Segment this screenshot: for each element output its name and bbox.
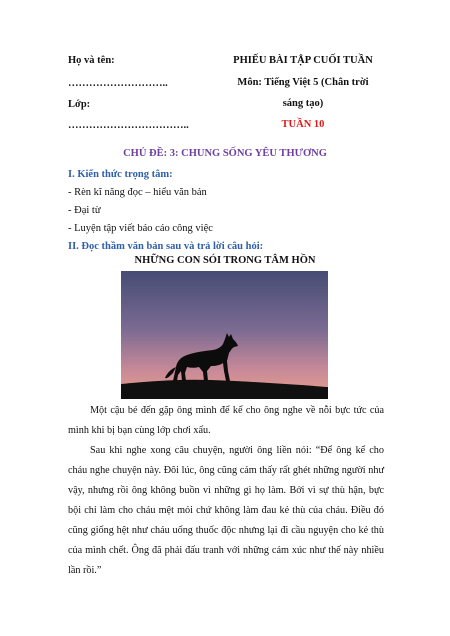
section-1-heading: I. Kiến thức trọng tâm: bbox=[68, 169, 173, 180]
story-paragraph-2 bbox=[68, 441, 384, 581]
story-title: NHỮNG CON SÓI TRONG TÂM HỒN bbox=[134, 255, 316, 266]
name-label: Họ và tên: bbox=[68, 55, 115, 66]
worksheet-title: PHIẾU BÀI TẬP CUỐI TUẦN bbox=[233, 55, 373, 66]
class-dots: …………………………….. bbox=[68, 120, 189, 131]
class-label: Lớp: bbox=[68, 99, 91, 110]
list-item: - Rèn kĩ năng đọc – hiểu văn bản bbox=[68, 187, 207, 198]
section-2-heading: II. Đọc thầm văn bản sau và trả lời câu hỏi: bbox=[68, 241, 264, 252]
subject-line-2: sáng tạo) bbox=[282, 98, 324, 109]
story-paragraph-1 bbox=[68, 401, 384, 441]
subject-line: Môn: Tiếng Việt 5 (Chân trời bbox=[237, 77, 369, 88]
list-item: - Đại từ bbox=[68, 205, 101, 216]
week-label: TUẦN 10 bbox=[281, 119, 325, 130]
wolf-silhouette-image bbox=[121, 271, 328, 399]
paragraph-text: Một cậu bé đến gặp ông mình để kể cho ông nghe về nỗi bực tức của mình khi bị bạn cùng lớp chơi xấu. bbox=[68, 405, 384, 436]
topic-heading: CHỦ ĐỀ: 3: CHUNG SỐNG YÊU THƯƠNG bbox=[123, 148, 327, 159]
paragraph-text: Sau khi nghe xong câu chuyện, người ông liền nói: “Để ông kể cho cháu nghe chuyện này. Đôi lúc, ông cũng cảm thấy rất ghét những người như vậy, nhưng rồi ông không buồn vì những gì họ làm. Bởi vì sự thù hận, bực bội chỉ làm cho cháu mệt mỏi chứ không làm đau kẻ thù của cháu. Điều đó cũng giống hệt như cháu uống thuốc độc nhưng lại đi cầu nguyện cho kẻ thù của mình chết. Ông đã phải đấu tranh với những cảm xúc như thế này nhiều lần rồi.” bbox=[68, 445, 384, 576]
wolf-silhouette-icon bbox=[121, 271, 328, 399]
list-item: - Luyện tập viết báo cáo công việc bbox=[68, 223, 213, 234]
name-dots: ……………………….. bbox=[68, 78, 168, 89]
